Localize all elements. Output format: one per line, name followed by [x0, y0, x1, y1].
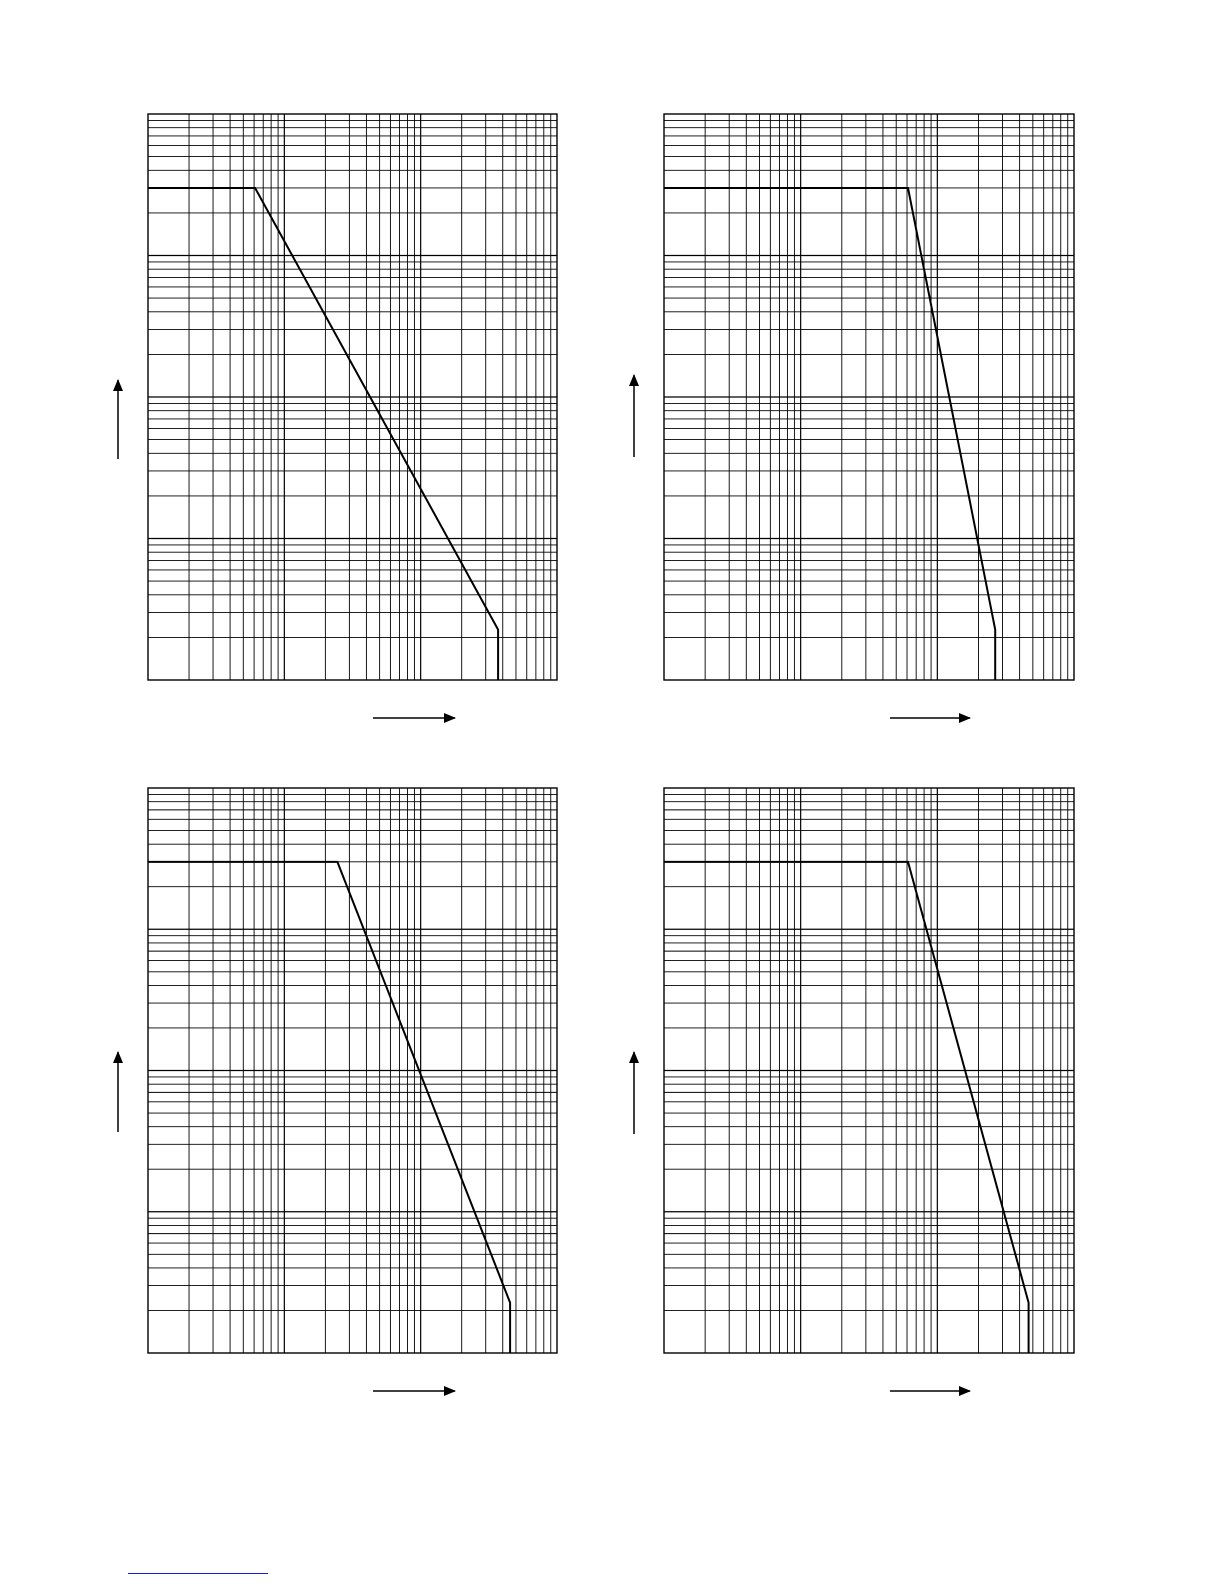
footer-link-rule[interactable]	[128, 1573, 268, 1574]
chart-panel-2	[634, 114, 1074, 718]
chart-panel-4	[634, 788, 1074, 1391]
chart-panel-3	[118, 788, 557, 1391]
chart-panel-1	[118, 114, 557, 718]
